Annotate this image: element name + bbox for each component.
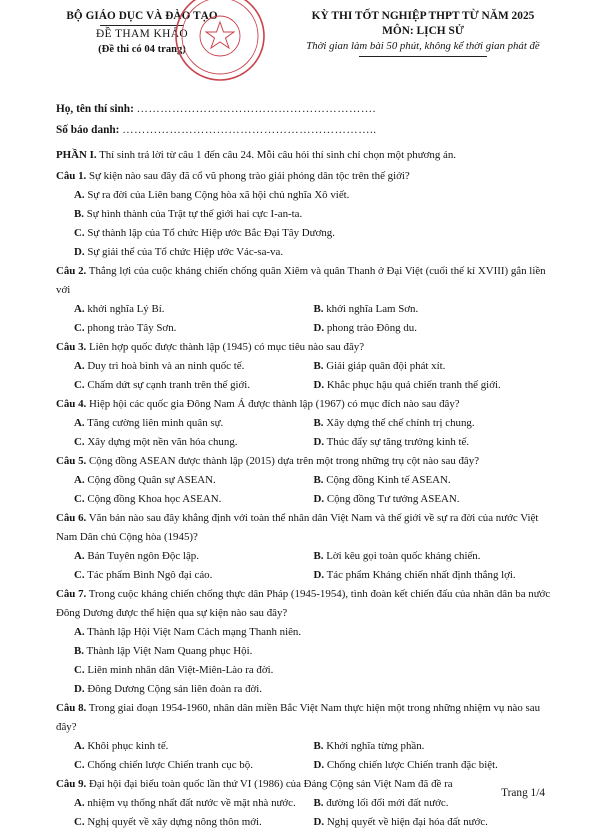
candidate-fields bbox=[56, 99, 377, 141]
option-text: Thành lập Hội Việt Nam Cách mạng Thanh niên. bbox=[84, 626, 302, 638]
exam-body bbox=[56, 146, 553, 832]
answer-options bbox=[56, 737, 553, 775]
option-text: Cộng đồng Khoa học ASEAN. bbox=[84, 493, 222, 505]
option-text: Đông Dương Cộng sản liên đoàn ra đời. bbox=[84, 683, 263, 695]
option-letter: A. bbox=[74, 550, 85, 562]
option-text: Thúc đẩy sự tăng trưởng kinh tế. bbox=[324, 436, 470, 448]
page-count-note: (Đề thi có 04 trang) bbox=[98, 44, 186, 55]
option-text: Chống chiến lược Chiến tranh đặc biệt. bbox=[324, 759, 498, 771]
option-letter: A. bbox=[74, 189, 85, 201]
question-label: Câu 1. bbox=[56, 170, 87, 182]
question-stem bbox=[56, 262, 553, 300]
answer-option[interactable] bbox=[314, 493, 460, 505]
answer-option[interactable] bbox=[74, 474, 216, 486]
answer-option[interactable] bbox=[74, 322, 176, 334]
option-letter: D. bbox=[313, 569, 325, 581]
answer-option[interactable] bbox=[74, 379, 250, 391]
question-label: Câu 9. bbox=[56, 778, 87, 790]
answer-option[interactable] bbox=[74, 189, 349, 201]
question-text: Liên hợp quốc được thành lập (1945) có mục tiêu nào sau đây? bbox=[86, 341, 365, 353]
answer-option[interactable] bbox=[314, 816, 488, 828]
option-text: Chấm dứt sự cạnh tranh trên thế giới. bbox=[84, 379, 251, 391]
option-letter: B. bbox=[313, 303, 324, 315]
option-text: Nghị quyết về hiện đại hóa đất nước. bbox=[324, 816, 488, 828]
time-note: Thời gian làm bài 50 phút, không kể thời gian phát đề bbox=[306, 40, 540, 52]
question-label: Câu 8. bbox=[56, 702, 87, 714]
exam-header bbox=[262, 9, 584, 57]
answer-option[interactable] bbox=[74, 208, 302, 220]
question-label: Câu 6. bbox=[56, 512, 87, 524]
question-text: Đại hội đại biểu toàn quốc lần thứ VI (1986) của Đảng Cộng sản Việt Nam đã đề ra bbox=[86, 778, 453, 790]
option-letter: B. bbox=[313, 550, 324, 562]
answer-options bbox=[56, 547, 553, 585]
question-2 bbox=[56, 262, 553, 338]
option-text: Tăng cường liên minh quân sự. bbox=[84, 417, 224, 429]
answer-option[interactable] bbox=[314, 474, 451, 486]
option-letter: A. bbox=[74, 797, 85, 809]
option-text: Xây dựng thể chế chính trị chung. bbox=[323, 417, 475, 429]
option-letter: D. bbox=[313, 759, 325, 771]
answer-options bbox=[56, 186, 553, 262]
option-text: Sự giải thể của Tổ chức Hiệp ước Vác-sa-va. bbox=[84, 246, 284, 258]
ministry-underline bbox=[100, 25, 184, 26]
question-label: Câu 4. bbox=[56, 398, 87, 410]
option-text: Khởi nghĩa từng phần. bbox=[323, 740, 425, 752]
option-text: Cộng đồng Quân sự ASEAN. bbox=[84, 474, 216, 486]
option-text: Khắc phục hậu quả chiến tranh thế giới. bbox=[324, 379, 501, 391]
answer-option[interactable] bbox=[314, 569, 516, 581]
question-text: Trong giai đoạn 1954-1960, nhân dân miền Bắc Việt Nam thực hiện một trong những nhiệm vụ nào sau đây? bbox=[56, 702, 541, 733]
question-stem bbox=[56, 775, 553, 794]
option-text: Khôi phục kinh tế. bbox=[84, 740, 169, 752]
answer-option[interactable] bbox=[74, 569, 212, 581]
answer-option[interactable] bbox=[314, 740, 425, 752]
option-letter: B. bbox=[74, 208, 84, 220]
answer-option[interactable] bbox=[74, 797, 296, 809]
option-text: Sự thành lập của Tổ chức Hiệp ước Bắc Đại Tây Dương. bbox=[84, 227, 335, 239]
option-text: đường lối đổi mới đất nước. bbox=[323, 797, 449, 809]
answer-option[interactable] bbox=[314, 322, 417, 334]
option-letter: C. bbox=[74, 664, 85, 676]
question-3 bbox=[56, 338, 553, 395]
option-letter: C. bbox=[74, 379, 85, 391]
option-letter: B. bbox=[313, 474, 324, 486]
exam-title: KỲ THI TỐT NGHIỆP THPT TỪ NĂM 2025 bbox=[311, 10, 535, 22]
time-note-underline bbox=[359, 56, 487, 57]
question-label: Câu 3. bbox=[56, 341, 87, 353]
answer-option[interactable] bbox=[74, 626, 301, 638]
question-stem bbox=[56, 699, 553, 737]
option-letter: A. bbox=[74, 740, 85, 752]
option-letter: B. bbox=[313, 740, 324, 752]
answer-option[interactable] bbox=[314, 379, 501, 391]
answer-option[interactable] bbox=[74, 227, 335, 239]
question-8 bbox=[56, 699, 553, 775]
question-7 bbox=[56, 585, 553, 699]
exam-subject: MÔN: LỊCH SỬ bbox=[382, 25, 464, 37]
answer-option[interactable] bbox=[74, 360, 244, 372]
question-5 bbox=[56, 452, 553, 509]
option-letter: D. bbox=[74, 246, 85, 258]
candidate-id-blank: ……………………………………………………….. bbox=[122, 124, 377, 136]
candidate-name-label: Họ, tên thí sinh: bbox=[56, 103, 134, 115]
answer-option[interactable] bbox=[74, 759, 253, 771]
option-letter: C. bbox=[74, 816, 85, 828]
option-text: nhiệm vụ thống nhất đất nước về mặt nhà nước. bbox=[84, 797, 296, 809]
option-letter: C. bbox=[74, 493, 85, 505]
option-text: Sự ra đời của Liên bang Cộng hòa xã hội chủ nghĩa Xô viết. bbox=[84, 189, 350, 201]
part-title: PHẦN I. bbox=[56, 149, 97, 161]
option-letter: C. bbox=[74, 436, 85, 448]
answer-option[interactable] bbox=[74, 436, 238, 448]
question-label: Câu 5. bbox=[56, 455, 87, 467]
option-text: Chống chiến lược Chiến tranh cục bộ. bbox=[84, 759, 253, 771]
ministry-name: BỘ GIÁO DỤC VÀ ĐÀO TẠO bbox=[66, 10, 218, 22]
answer-option[interactable] bbox=[314, 797, 449, 809]
answer-option[interactable] bbox=[74, 740, 168, 752]
option-letter: A. bbox=[74, 417, 85, 429]
answer-option[interactable] bbox=[314, 436, 470, 448]
option-letter: C. bbox=[74, 227, 85, 239]
option-letter: D. bbox=[313, 816, 325, 828]
option-text: phong trào Đông du. bbox=[324, 322, 417, 334]
question-text: Thắng lợi của cuộc kháng chiến chống quân Xiêm và quân Thanh ở Đại Việt (cuối thế kỉ XVIII) gắn liền với bbox=[56, 265, 546, 296]
option-letter: C. bbox=[74, 759, 85, 771]
option-letter: D. bbox=[74, 683, 85, 695]
option-text: Bản Tuyên ngôn Độc lập. bbox=[84, 550, 199, 562]
question-9 bbox=[56, 775, 553, 832]
question-text: Hiệp hội các quốc gia Đông Nam Á được thành lập (1967) có mục đích nào sau đây? bbox=[86, 398, 460, 410]
candidate-id-row bbox=[56, 120, 377, 141]
question-label: Câu 7. bbox=[56, 588, 87, 600]
option-text: phong trào Tây Sơn. bbox=[84, 322, 177, 334]
option-letter: D. bbox=[313, 436, 325, 448]
question-list bbox=[56, 167, 553, 832]
option-text: Duy trì hoà bình và an ninh quốc tế. bbox=[84, 360, 245, 372]
answer-option[interactable] bbox=[314, 360, 446, 372]
option-text: Lời kêu gọi toàn quốc kháng chiến. bbox=[323, 550, 481, 562]
option-text: Cộng đồng Tư tưởng ASEAN. bbox=[324, 493, 460, 505]
answer-option[interactable] bbox=[74, 683, 262, 695]
option-text: Sự hình thành của Trật tự thế giới hai cực I-an-ta. bbox=[84, 208, 303, 220]
question-stem bbox=[56, 585, 553, 623]
question-text: Văn bản nào sau đây khẳng định với toàn thể nhân dân Việt Nam và thế giới về sự ra đời của nước Việt Nam Dân chủ Cộng hòa (1945)? bbox=[56, 512, 539, 543]
answer-option[interactable] bbox=[314, 550, 481, 562]
question-stem bbox=[56, 395, 553, 414]
answer-option[interactable] bbox=[74, 645, 252, 657]
question-text: Sự kiện nào sau đây đã cổ vũ phong trào giải phóng dân tộc trên thế giới? bbox=[86, 170, 410, 182]
option-letter: B. bbox=[74, 645, 84, 657]
answer-options bbox=[56, 357, 553, 395]
answer-options bbox=[56, 794, 553, 832]
question-stem bbox=[56, 338, 553, 357]
answer-option[interactable] bbox=[74, 493, 221, 505]
option-text: Cộng đồng Kinh tế ASEAN. bbox=[323, 474, 451, 486]
option-text: Liên minh nhân dân Việt-Miên-Lào ra đời. bbox=[84, 664, 274, 676]
question-stem bbox=[56, 509, 553, 547]
option-text: khởi nghĩa Lam Sơn. bbox=[323, 303, 419, 315]
option-text: Xây dựng một nền văn hóa chung. bbox=[84, 436, 238, 448]
answer-option[interactable] bbox=[314, 303, 419, 315]
option-text: Tác phẩm Kháng chiến nhất định thắng lợi. bbox=[324, 569, 516, 581]
option-letter: B. bbox=[313, 417, 324, 429]
answer-option[interactable] bbox=[74, 550, 199, 562]
answer-option[interactable] bbox=[74, 417, 223, 429]
answer-options bbox=[56, 414, 553, 452]
answer-options bbox=[56, 300, 553, 338]
answer-options bbox=[56, 471, 553, 509]
option-letter: A. bbox=[74, 360, 85, 372]
option-letter: C. bbox=[74, 569, 85, 581]
question-stem bbox=[56, 167, 553, 186]
answer-option[interactable] bbox=[74, 303, 164, 315]
option-letter: A. bbox=[74, 474, 85, 486]
option-text: Nghị quyết về xây dựng nông thôn mới. bbox=[84, 816, 262, 828]
question-stem bbox=[56, 452, 553, 471]
option-letter: B. bbox=[313, 797, 324, 809]
answer-option[interactable] bbox=[314, 417, 475, 429]
part-instruction-text: Thí sinh trả lời từ câu 1 đến câu 24. Mỗi câu hỏi thí sinh chỉ chọn một phương án. bbox=[96, 149, 457, 161]
option-letter: D. bbox=[313, 322, 325, 334]
answer-option[interactable] bbox=[74, 664, 273, 676]
question-4 bbox=[56, 395, 553, 452]
option-letter: B. bbox=[313, 360, 324, 372]
option-letter: C. bbox=[74, 322, 85, 334]
option-letter: D. bbox=[313, 493, 325, 505]
option-letter: A. bbox=[74, 303, 85, 315]
option-letter: A. bbox=[74, 626, 85, 638]
question-text: Trong cuộc kháng chiến chống thực dân Pháp (1945-1954), tình đoàn kết chiến đấu của nhân dân ba nước Đông Dương được thể hiện qua sự kiện nào sau đây? bbox=[56, 588, 551, 619]
option-letter: D. bbox=[313, 379, 325, 391]
option-text: Tác phẩm Bình Ngô đại cáo. bbox=[84, 569, 213, 581]
answer-option[interactable] bbox=[314, 759, 498, 771]
ministry-header bbox=[44, 9, 240, 57]
question-text: Cộng đồng ASEAN được thành lập (2015) dựa trên một trong những trụ cột nào sau đây? bbox=[86, 455, 480, 467]
candidate-name-blank: ……………………………………………………. bbox=[136, 103, 376, 115]
answer-options bbox=[56, 623, 553, 699]
answer-option[interactable] bbox=[74, 816, 262, 828]
candidate-id-label: Số báo danh: bbox=[56, 124, 120, 136]
answer-option[interactable] bbox=[74, 246, 283, 258]
question-label: Câu 2. bbox=[56, 265, 87, 277]
candidate-name-row bbox=[56, 99, 377, 120]
question-6 bbox=[56, 509, 553, 585]
reference-exam-mark: ĐỀ THAM KHẢO bbox=[96, 28, 188, 40]
option-text: Giải giáp quân đội phát xít. bbox=[323, 360, 446, 372]
part-instruction bbox=[56, 146, 553, 165]
option-text: khởi nghĩa Lý Bí. bbox=[84, 303, 165, 315]
page-number: Trang 1/4 bbox=[501, 787, 545, 799]
option-text: Thành lập Việt Nam Quang phục Hội. bbox=[84, 645, 253, 657]
question-1 bbox=[56, 167, 553, 262]
